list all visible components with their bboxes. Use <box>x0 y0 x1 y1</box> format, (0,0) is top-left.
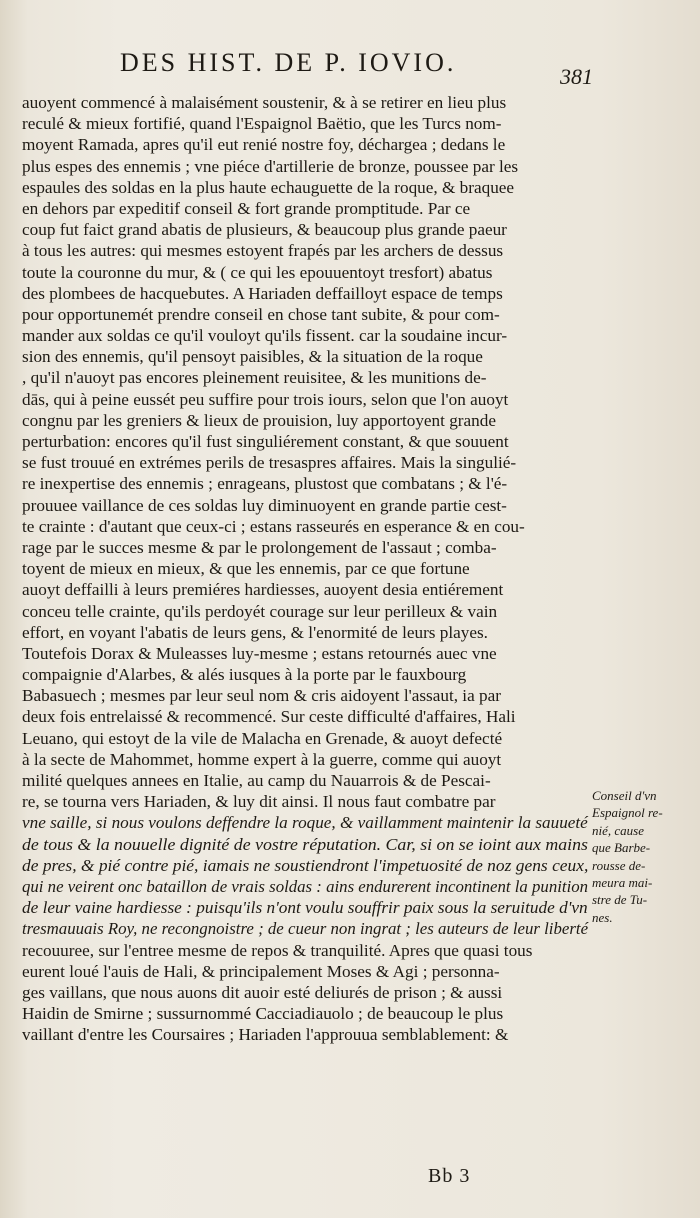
text-line: moyent Ramada, apres qu'il eut renié nostre foy, déchargea ; dedans le <box>22 135 506 155</box>
text-line: perturbation: encores qu'il fust singuliérement constant, & que souuent <box>22 432 509 451</box>
text-line: en dehors par expeditif conseil & fort grande promptitude. Par ce <box>22 198 471 218</box>
text-line: toute la couronne du mur, & ( ce qui les epouuentoyt tresfort) abatus <box>22 262 493 282</box>
text-line: coup fut faict grand abatis de plusieurs, & beaucoup plus grande paeur <box>22 220 507 240</box>
margin-note-line: que Barbe- <box>592 840 651 856</box>
text-line: re inexpertise des ennemis ; enrageans, plustost que combatans ; & l'é- <box>22 474 508 494</box>
margin-note-line: nes. <box>592 909 613 925</box>
text-line: de tous & la nouuelle dignité de vostre réputation. Car, si on se ioint aux mains <box>22 834 588 854</box>
signature-mark: Bb 3 <box>428 1165 471 1187</box>
text-line: auoyt deffailli à leurs premiéres hardiesses, auoyent desia entiérement <box>22 580 504 600</box>
text-line: espaules des soldas en la plus haute echauguette de la roque, & braquee <box>22 177 515 197</box>
text-line: Toutefois Dorax & Muleasses luy-mesme ; estans retournés auec vne <box>22 643 497 663</box>
page-number: 381 <box>560 64 593 89</box>
text-line: vaillant d'entre les Coursaires ; Hariaden l'approuua semblablement: & <box>22 1025 509 1045</box>
text-line: mander aux soldas ce qu'il vouloyt qu'ils fissent. car la soudaine incur- <box>22 326 508 346</box>
text-line: sion des ennemis, qu'il pensoyt paisibles, & la situation de la roque <box>22 347 483 367</box>
text-line: recouuree, sur l'entree mesme de repos & tranquilité. Apres que quasi tous <box>22 940 533 960</box>
text-line: à la secte de Mahommet, homme expert à la guerre, comme qui auoyt <box>22 749 502 769</box>
margin-note-line: Espaignol re- <box>592 805 663 821</box>
text-line: de leur vaine hardiesse : puisqu'ils n'ont voulu souffrir paix sous la seruitude d'vn <box>22 898 588 918</box>
text-line: de pres, & pié contre pié, iamais ne soustiendront l'impetuosité de noz gens ceux, <box>22 855 589 875</box>
text-line: effort, en voyant l'abatis de leurs gens, & l'enormité de leurs playes. <box>22 622 488 642</box>
running-header: DES HIST. DE P. IOVIO. <box>120 48 457 77</box>
margin-note-line: Conseil d'vn <box>592 788 657 803</box>
text-line: re, se tourna vers Hariaden, & luy dit ainsi. Il nous faut combatre par <box>22 792 496 812</box>
margin-note-line: nié, cause <box>592 822 644 838</box>
text-line: Leuano, qui estoyt de la vile de Malacha en Grenade, & auoyt defecté <box>22 728 503 748</box>
text-line: milité quelques annees en Italie, au camp du Nauarrois & de Pescai- <box>22 771 491 790</box>
text-line: conceu telle crainte, qu'ils perdoyét courage sur leur perilleux & vain <box>22 601 498 621</box>
marginal-note <box>592 787 696 926</box>
text-line: rage par le succes mesme & par le prolongement de l'assaut ; comba- <box>22 537 497 557</box>
text-line: tresmauuais Roy, ne recongnoistre ; de cueur non ingrat ; les auteurs de leur liberté <box>22 919 589 939</box>
margin-note-line: meura mai- <box>592 875 653 891</box>
text-line: prouuee vaillance de ces soldas luy diminuoyent en grande partie cest- <box>22 495 507 515</box>
text-line: deux fois entrelaissé & recommencé. Sur ceste difficulté d'affaires, Hali <box>22 707 516 727</box>
text-line: ges vaillans, que nous auons dit auoir esté deliurés de prison ; & aussi <box>22 982 503 1002</box>
text-line: congnu par les greniers & lieux de prouision, luy apportoyent grande <box>22 410 496 430</box>
text-line: pour opportunemét prendre conseil en chose tant subite, & pour com- <box>22 304 500 324</box>
text-line: compaignie d'Alarbes, & alés iusques à la porte par le fauxbourg <box>22 665 467 685</box>
text-line: eurent loué l'auis de Hali, & principalement Moses & Agi ; personna- <box>22 961 500 981</box>
text-line: à tous les autres: qui mesmes estoyent frapés par les archers de dessus <box>22 241 504 261</box>
text-line: Haidin de Smirne ; sussurnommé Cacciadiauolo ; de beaucoup le plus <box>22 1004 504 1024</box>
main-text-block <box>22 92 588 1045</box>
text-line: qui ne veirent onc bataillon de vrais soldas : ains endurerent incontinent la punition <box>22 876 589 896</box>
text-line: reculé & mieux fortifié, quand l'Espaignol Baëtio, que les Turcs nom- <box>22 114 502 134</box>
text-line: , qu'il n'auoyt pas encores pleinement reuisitee, & les munitions de- <box>22 368 487 388</box>
text-line: auoyent commencé à malaisément soustenir, & à se retirer en lieu plus <box>22 93 507 112</box>
text-line: des plombees de hacquebutes. A Hariaden deffailloyt espace de temps <box>22 283 503 303</box>
text-line: se fust trouué en extrémes perils de tresaspres affaires. Mais la singulié- <box>22 453 517 473</box>
margin-note-line: stre de Tu- <box>592 892 648 908</box>
text-line: Babasuech ; mesmes par leur seul nom & cris aidoyent l'assaut, ia par <box>22 686 501 706</box>
margin-note-line: rousse de- <box>592 857 646 873</box>
text-line: dās, qui à peine eussét peu suffire pour trois iours, selon que l'on auoyt <box>22 389 509 409</box>
text-line: te crainte : d'autant que ceux-ci ; estans rasseurés en esperance & en cou- <box>22 516 525 536</box>
text-line: toyent de mieux en mieux, & que les ennemis, par ce que fortune <box>22 559 470 579</box>
text-line: plus espes des ennemis ; vne piéce d'artillerie de bronze, poussee par les <box>22 156 519 176</box>
text-line: vne saille, si nous voulons deffendre la roque, & vaillamment maintenir la sauueté <box>22 813 588 833</box>
